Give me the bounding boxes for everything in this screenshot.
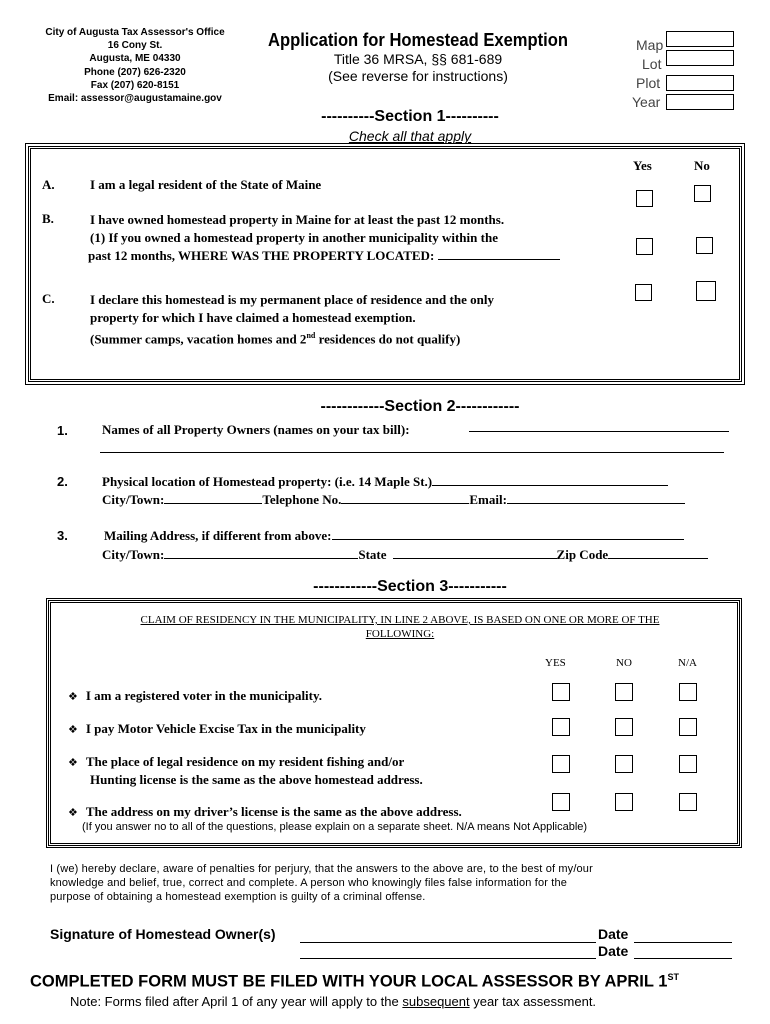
q2-city-label: City/Town: [102,492,165,507]
q2-row2 [102,492,685,508]
item-c-no-checkbox[interactable] [696,281,716,301]
q3-text [104,528,684,544]
q3-label: Mailing Address, if different from above: [104,528,332,543]
bullet-icon: ❖ [68,690,78,703]
section1-yes-header: Yes [633,158,652,173]
q3-row2 [102,547,708,563]
q2-email-field[interactable] [507,492,685,504]
physical-location-field[interactable] [432,474,668,486]
q3-state-field[interactable] [393,547,557,559]
reference-fields [626,31,738,113]
q2-phone-label: Telephone No. [262,492,342,507]
section1-heading: ----------Section 1---------- [321,108,499,125]
q2-label: Physical location of Homestead property: (i.e. 14 Maple St.) [102,474,433,489]
item-b-yes-checkbox[interactable] [636,238,653,255]
map-field[interactable] [666,31,734,47]
lot-label: Lot [642,56,662,72]
item-c-line1: I declare this homestead is my permanent place of residence and the only [90,292,494,307]
bullet-icon: ❖ [68,723,78,736]
voter-no-checkbox[interactable] [615,683,633,701]
bullet-icon: ❖ [68,756,78,769]
form-title: Application for Homestead Exemption [268,30,568,50]
license-no-checkbox[interactable] [615,755,633,773]
item-c-text [90,291,630,348]
q3-state-label: State [358,547,387,562]
q2-phone-field[interactable] [341,492,469,504]
map-label: Map [636,37,664,53]
item-b-letter: B. [42,211,54,226]
owner-names-field[interactable] [469,431,729,432]
section3-note: (If you answer no to all of the questions, please explain on a separate sheet. N/A means Not Applicable) [82,821,588,833]
q3-zip-label: Zip Code [556,547,609,562]
license-yes-checkbox[interactable] [552,755,570,773]
q2-number: 2. [57,474,68,489]
voter-yes-checkbox[interactable] [552,683,570,701]
office-phone: Phone (207) 626-2320 [84,66,186,78]
item-b-text [90,211,630,265]
item-c-line3: (Summer camps, vacation homes and 2nd residences do not qualify) [90,331,461,347]
residency-item-license: ❖ The place of legal residence on my resident fishing and/or Hunting license is the same as the above homestead address. [68,754,423,787]
section2-heading: ------------Section 2------------ [320,398,520,415]
office-fax: Fax (207) 620-8151 [90,79,180,91]
q1-number: 1. [57,423,68,438]
excise-yes-checkbox[interactable] [552,718,570,736]
voter-na-checkbox[interactable] [679,683,697,701]
residency-item-drivers-license: ❖ The address on my driver’s license is the same as the above address. [68,804,462,819]
claim-line1: CLAIM OF RESIDENCY IN THE MUNICIPALITY, IN LINE 2 ABOVE, IS BASED ON ONE OR MORE OF THE [140,614,660,626]
item-a-no-checkbox[interactable] [694,185,711,202]
col-yes-header: YES [545,657,566,669]
perjury-declaration: I (we) hereby declare, aware of penalties for perjury, that the answers to the above are, to the best of my/our knowledge and belief, true, correct and complete. A person who knowingly files false information for the purpose of obtaining a homestead exemption is guilty of a criminal offense. [50,863,593,903]
item-a-letter: A. [42,177,55,192]
form-title-block [248,29,588,85]
item-c-letter: C. [42,291,55,306]
drivers-license-no-checkbox[interactable] [615,793,633,811]
date-label-2: Date [598,943,629,959]
residency-item-voter: ❖ I am a registered voter in the municipality. [68,688,323,703]
plot-field[interactable] [666,75,734,91]
signature-field[interactable] [300,942,596,943]
item-a-yes-checkbox[interactable] [636,190,653,207]
item-b-line3 [88,247,630,265]
owner-names-field-2[interactable] [100,452,724,453]
q2-text [102,474,668,490]
section3-heading: ------------Section 3----------- [313,578,507,595]
office-city: Augusta, ME 04330 [89,53,181,65]
q3-city-label: City/Town: [102,547,165,562]
filing-deadline: COMPLETED FORM MUST BE FILED WITH YOUR LOCAL ASSESSOR BY APRIL 1ST [30,972,679,991]
claim-statement [70,613,730,641]
year-field[interactable] [666,94,734,110]
plot-label: Plot [636,75,661,91]
office-email: Email: assessor@augustamaine.gov [48,93,222,105]
form-instructions: (See reverse for instructions) [328,68,508,84]
prior-property-location-field[interactable] [438,248,560,260]
item-c-line2: property for which I have claimed a homestead exemption. [90,310,416,325]
date-label-1: Date [598,926,629,942]
claim-line2: FOLLOWING: [365,628,435,640]
item-b-line3-text: past 12 months, WHERE WAS THE PROPERTY LOCATED: [88,248,435,263]
residency-item-excise: ❖ I pay Motor Vehicle Excise Tax in the municipality [68,721,366,736]
excise-no-checkbox[interactable] [615,718,633,736]
drivers-license-yes-checkbox[interactable] [552,793,570,811]
date-field-2[interactable] [634,958,732,959]
license-na-checkbox[interactable] [679,755,697,773]
q2-email-label: Email: [469,492,507,507]
form-statute: Title 36 MRSA, §§ 681-689 [333,51,503,67]
section1-no-header: No [694,158,710,173]
q3-number: 3. [57,528,68,543]
lot-field[interactable] [666,50,734,66]
item-b-no-checkbox[interactable] [696,237,713,254]
year-label: Year [632,94,661,110]
q3-zip-field[interactable] [608,547,708,559]
signature-field-2[interactable] [300,958,596,959]
mailing-address-field[interactable] [332,528,684,540]
bullet-icon: ❖ [68,806,78,819]
q2-city-field[interactable] [164,492,262,504]
office-street: 16 Cony St. [107,40,163,52]
date-field-1[interactable] [634,942,732,943]
item-b-line1: I have owned homestead property in Maine for at least the past 12 months. [90,212,505,227]
item-b-line2: (1) If you owned a homestead property in another municipality within the [90,230,498,245]
filing-note: Note: Forms filed after April 1 of any year will apply to the subsequent year tax assessment. [70,994,597,1009]
q3-city-field[interactable] [164,547,358,559]
col-no-header: NO [616,657,632,669]
q1-text: Names of all Property Owners (names on your tax bill): [102,422,410,437]
item-a-text: I am a legal resident of the State of Maine [90,177,322,192]
col-na-header: N/A [678,657,697,669]
excise-na-checkbox[interactable] [679,718,697,736]
section1-subheading: Check all that apply [348,128,472,144]
signature-label: Signature of Homestead Owner(s) [50,926,276,942]
drivers-license-na-checkbox[interactable] [679,793,697,811]
item-c-yes-checkbox[interactable] [635,284,652,301]
office-name: City of Augusta Tax Assessor's Office [45,27,225,38]
office-info [30,26,240,105]
